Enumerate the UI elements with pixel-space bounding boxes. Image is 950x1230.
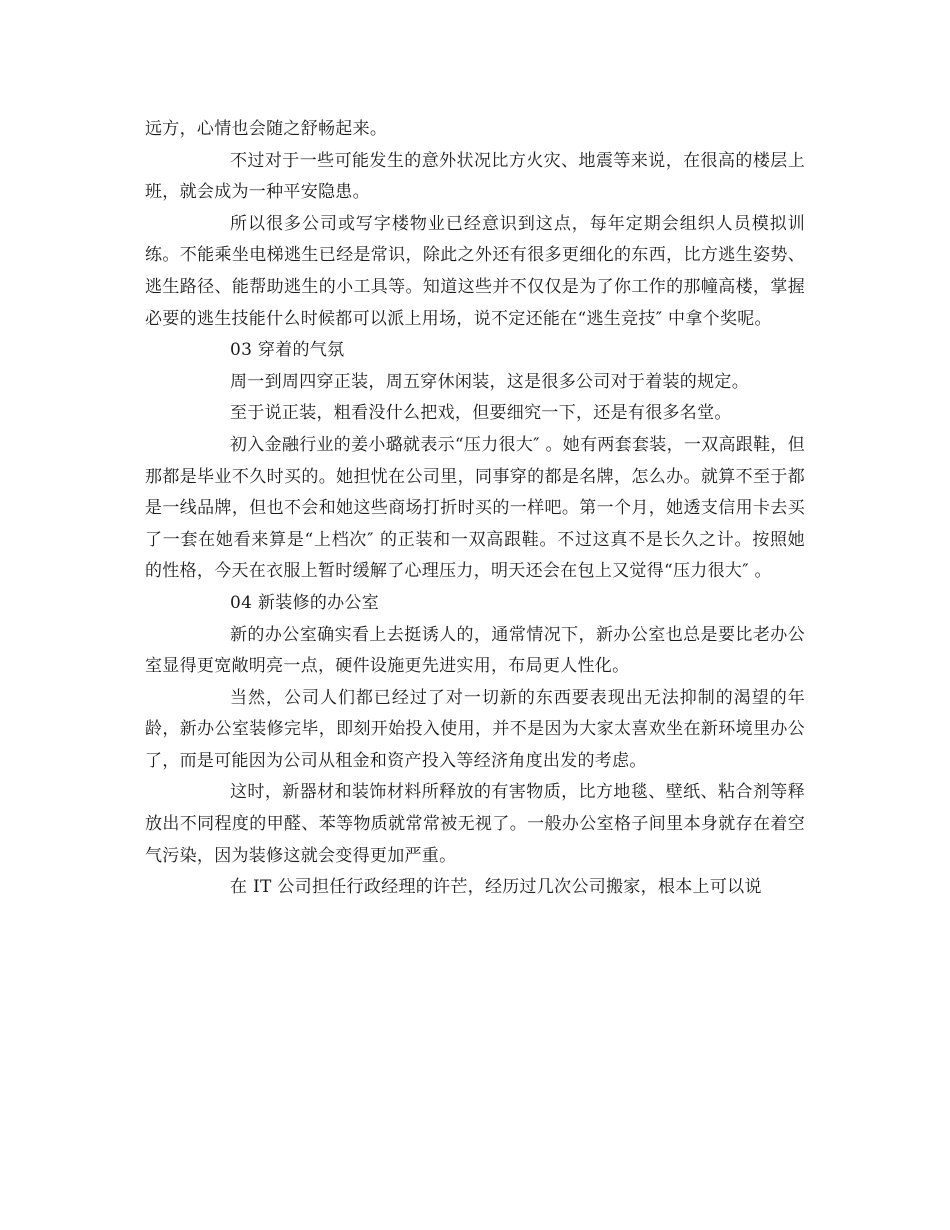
paragraph: 至于说正装，粗看没什么把戏，但要细究一下，还是有很多名堂。 — [230, 403, 732, 424]
paragraph: 所以很多公司或写字楼物业已经意识到这点，每年定期会组织人员模拟训练。不能乘坐电梯逃生已经是常识，除此之外还有很多更细化的东西，比方逃生姿势、逃生路径、能帮助逃生的小工具等。知道这些并不仅仅是为了你工作的那幢高楼，掌握必要的逃生技能什么时候都可以派上用场，说不定还能在“逃生竞技″ 中拿个奖呢。 — [145, 213, 805, 329]
paragraph: 当然，公司人们都已经过了对一切新的东西要表现出无法抑制的渴望的年龄，新办公室装修完毕，即刻开始投入使用，并不是因为大家太喜欢坐在新环境里办公了，而是可能因为公司从租金和资产投入等经济角度出发的考虑。 — [145, 687, 805, 771]
section-heading: 03 穿着的气氛 — [230, 340, 345, 361]
paragraph: 新的办公室确实看上去挺诱人的，通常情况下，新办公室也总是要比老办公室显得更宽敞明亮一点，硬件设施更先进实用，布局更人性化。 — [145, 624, 805, 677]
paragraph: 周一到周四穿正装，周五穿休闲装，这是很多公司对于着装的规定。 — [230, 371, 749, 392]
paragraph-continuation: 远方，心情也会随之舒畅起来。 — [145, 119, 388, 139]
paragraph: 不过对于一些可能发生的意外状况比方火灾、地震等来说，在很高的楼层上班，就会成为一种平安隐患。 — [145, 150, 805, 203]
section-heading: 04 新装修的办公室 — [230, 592, 380, 613]
paragraph: 这时，新器材和装饰材料所释放的有害物质，比方地毯、壁纸、粘合剂等释放出不同程度的甲醛、苯等物质就常常被无视了。一般办公室格子间里本身就存在着空气污染，因为装修这就会变得更加严重。 — [145, 782, 805, 866]
document-body — [145, 114, 805, 904]
paragraph: 初入金融行业的姜小璐就表示“压力很大″ 。她有两套套装，一双高跟鞋，但那都是毕业不久时买的。她担忧在公司里，同事穿的都是名牌，怎么办。就算不至于都是一线品牌，但也不会和她这些商场打折时买的一样吧。第一个月，她透支信用卡去买了一套在她看来算是“上档次″ 的正装和一双高跟鞋。不过这真不是长久之计。按照她的性格，今天在衣服上暂时缓解了心理压力，明天还会在包上又觉得“压力很大″ 。 — [145, 434, 805, 582]
paragraph: 在 IT 公司担任行政经理的许芒，经历过几次公司搬家，根本上可以说 — [230, 877, 762, 898]
